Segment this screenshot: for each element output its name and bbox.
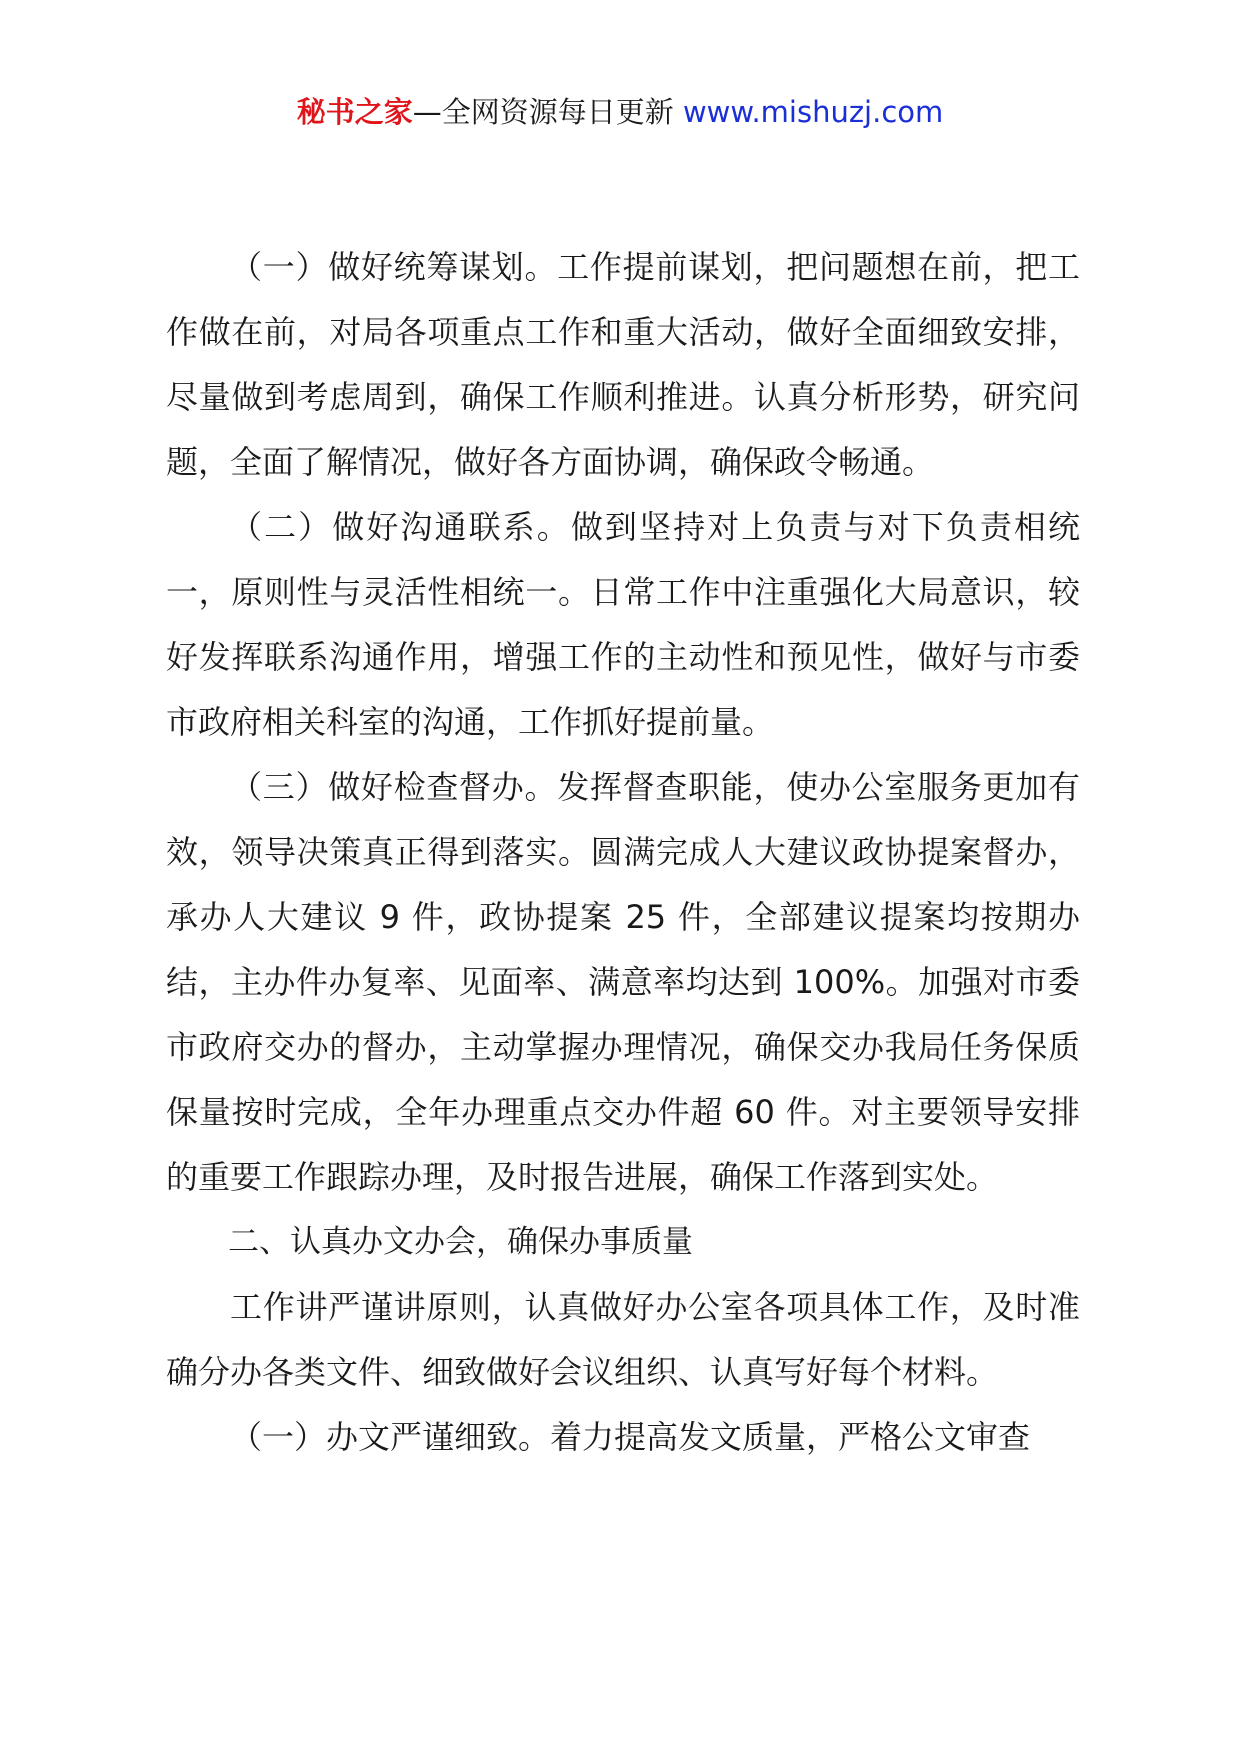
paragraph-supervision: （三）做好检查督办。发挥督查职能，使办公室服务更加有效，领导决策真正得到落实。圆满完成人大建议政协提案督办，承办人大建议 9 件，政协提案 25 件，全部建议提案均按期办结，主办件办复率、见面率、满意率均达到 100%。加强对市委市政府交办的督办，主动掌握办理情况，确保交办我局任务保质保量按时完成，全年办理重点交办件超 60 件。对主要领导安排的重要工作跟踪办理，及时报告进展，确保工作落到实处。 [166, 768, 1080, 1196]
document-body [166, 235, 1080, 1470]
site-brand: 秘书之家 [296, 95, 413, 129]
paragraph-communication: （二）做好沟通联系。做到坚持对上负责与对下负责相统一，原则性与灵活性相统一。日常工作中注重强化大局意识，较好发挥联系沟通作用，增强工作的主动性和预见性，做好与市委市政府相关科室的沟通，工作抓好提前量。 [166, 508, 1080, 741]
paragraph-section-intro: 工作讲严谨讲原则，认真做好办公室各项具体工作，及时准确分办各类文件、细致做好会议组织、认真写好每个材料。 [166, 1288, 1080, 1391]
site-slogan: —全网资源每日更新 [412, 95, 683, 129]
paragraph-planning: （一）做好统筹谋划。工作提前谋划，把问题想在前，把工作做在前，对局各项重点工作和重大活动，做好全面细致安排，尽量做到考虑周到，确保工作顺利推进。认真分析形势，研究问题，全面了解情况，做好各方面协调，确保政令畅通。 [166, 248, 1080, 481]
page-header [0, 92, 1240, 132]
section-heading: 二、认真办文办会，确保办事质量 [228, 1224, 693, 1260]
site-url[interactable]: www.mishuzj.com [682, 95, 944, 129]
paragraph-document-handling: （一）办文严谨细致。着力提高发文质量，严格公文审查 [230, 1418, 1031, 1456]
